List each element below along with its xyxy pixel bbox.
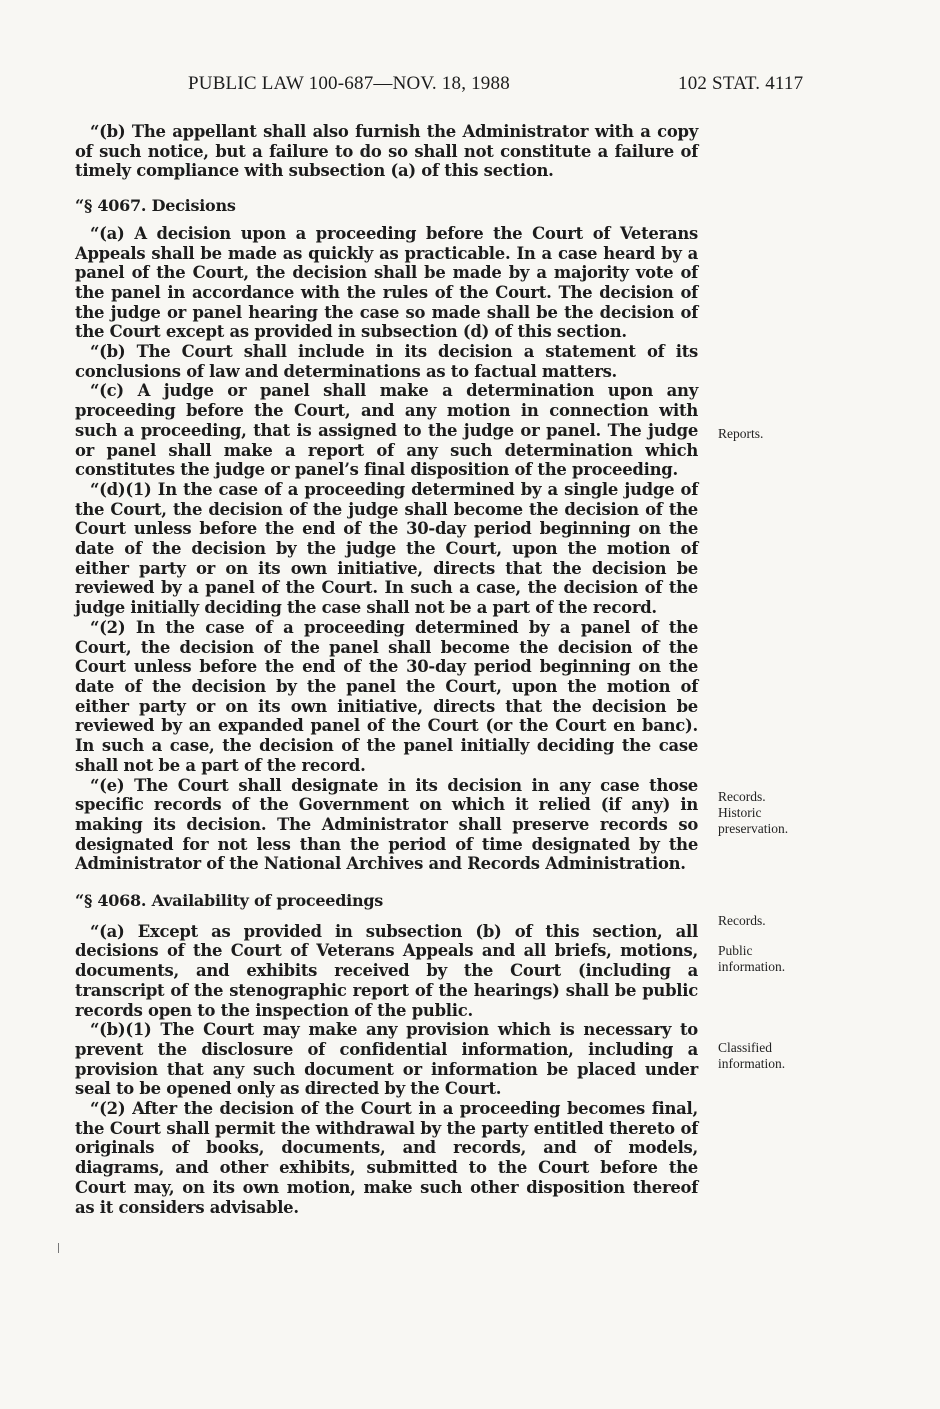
paragraph-4068-b2: “(2) After the decision of the Court in a proceeding becomes final, the Court shall permit the withdrawal by the party entitled thereto of originals of books, documents, and records, and of models, diagrams, and other exhibits, submitted to the Court before the Court may, on its own motion, make such other disposition thereof as it considers advisable. <box>75 1099 698 1217</box>
section-heading-4067: “§ 4067. Decisions <box>75 196 236 216</box>
main-text-column <box>75 122 698 1217</box>
paragraph-4067-e: “(e) The Court shall designate in its decision in any case those specific records of the Government on which it relied (if any) in making its decision. The Administrator shall preserve records so designated for not less than the period of time designated by the Administrator of the National Archives and Records Administration. <box>75 775 698 874</box>
paragraph-4068-a: “(a) Except as provided in subsection (b) of this section, all decisions of the Court of Veterans Appeals and all briefs, motions, documents, and exhibits received by the Court (including a transcript of the stenographic report of the hearings) shall be public records open to the inspection of the public. <box>75 921 698 1020</box>
margin-note-line: Records. <box>718 789 766 804</box>
section-heading-4068: “§ 4068. Availability of proceedings <box>75 891 384 911</box>
margin-note-line: Public <box>718 943 753 958</box>
margin-note-line: Reports. <box>718 426 764 441</box>
paragraph-4067-b: “(b) The Court shall include in its decision a statement of its conclusions of law and determinations as to factual matters. <box>75 342 698 381</box>
stray-scan-mark <box>58 1243 59 1253</box>
margin-note-records-historic <box>718 789 828 837</box>
running-header-title: PUBLIC LAW 100-687—NOV. 18, 1988 <box>188 73 510 94</box>
paragraph-4067-a: “(a) A decision upon a proceeding before the Court of Veterans Appeals shall be made as quickly as practicable. In a case heard by a panel of the Court, the decision shall be made by a majority vote of the panel in accordance with the rules of the Court. The decision of the judge or panel hearing the case so made shall be the decision of the Court except as provided in subsection (d) of this section. <box>75 223 698 342</box>
margin-note-public-information <box>718 943 828 975</box>
running-header-page-number: 102 STAT. 4117 <box>678 73 804 94</box>
margin-note-line: information. <box>718 959 786 974</box>
paragraph-4067-d2: “(2) In the case of a proceeding determined by a panel of the Court, the decision of the panel shall become the decision of the Court unless before the end of the 30-day period beginning on the date of the decision by the panel the Court, upon the motion of either party or on its own initiative, directs that the decision be reviewed by an expanded panel of the Court (or the Court en banc). In such a case, the decision of the panel initially deciding the case shall not be a part of the record. <box>75 617 698 775</box>
margin-note-line: Historic <box>718 805 762 820</box>
paragraph-4067-d1: “(d)(1) In the case of a proceeding determined by a single judge of the Court, the decision of the judge shall become the decision of the Court unless before the end of the 30-day period beginning on the date of the decision by the judge the Court, upon the motion of either party or on its own initiative, directs that the decision be reviewed by a panel of the Court. In such a case, the decision of the judge initially deciding the case shall not be a part of the record. <box>75 479 698 618</box>
margin-note-line: preservation. <box>718 821 789 836</box>
margin-note-classified-information <box>718 1040 828 1072</box>
margin-note-line: information. <box>718 1056 786 1071</box>
margin-note-reports <box>718 426 828 442</box>
paragraph-4067-c: “(c) A judge or panel shall make a determination upon any proceeding before the Court, and any motion in connection with such a proceeding, that is assigned to the judge or panel. The judge or panel shall make a report of any such determination which constitutes the judge or panel’s final disposition of the proceeding. <box>75 381 698 480</box>
margin-note-line: Records. <box>718 913 766 928</box>
paragraph-4068-b1: “(b)(1) The Court may make any provision which is necessary to prevent the disclosure of confidential information, including a provision that any such document or information be placed under seal to be opened only as directed by the Court. <box>75 1020 698 1099</box>
margin-note-line: Classified <box>718 1040 772 1055</box>
paragraph-b-notice: “(b) The appellant shall also furnish the Administrator with a copy of such notice, but a failure to do so shall not constitute a failure of timely compliance with subsection (a) of this section. <box>75 122 698 181</box>
margin-note-records <box>718 913 828 929</box>
